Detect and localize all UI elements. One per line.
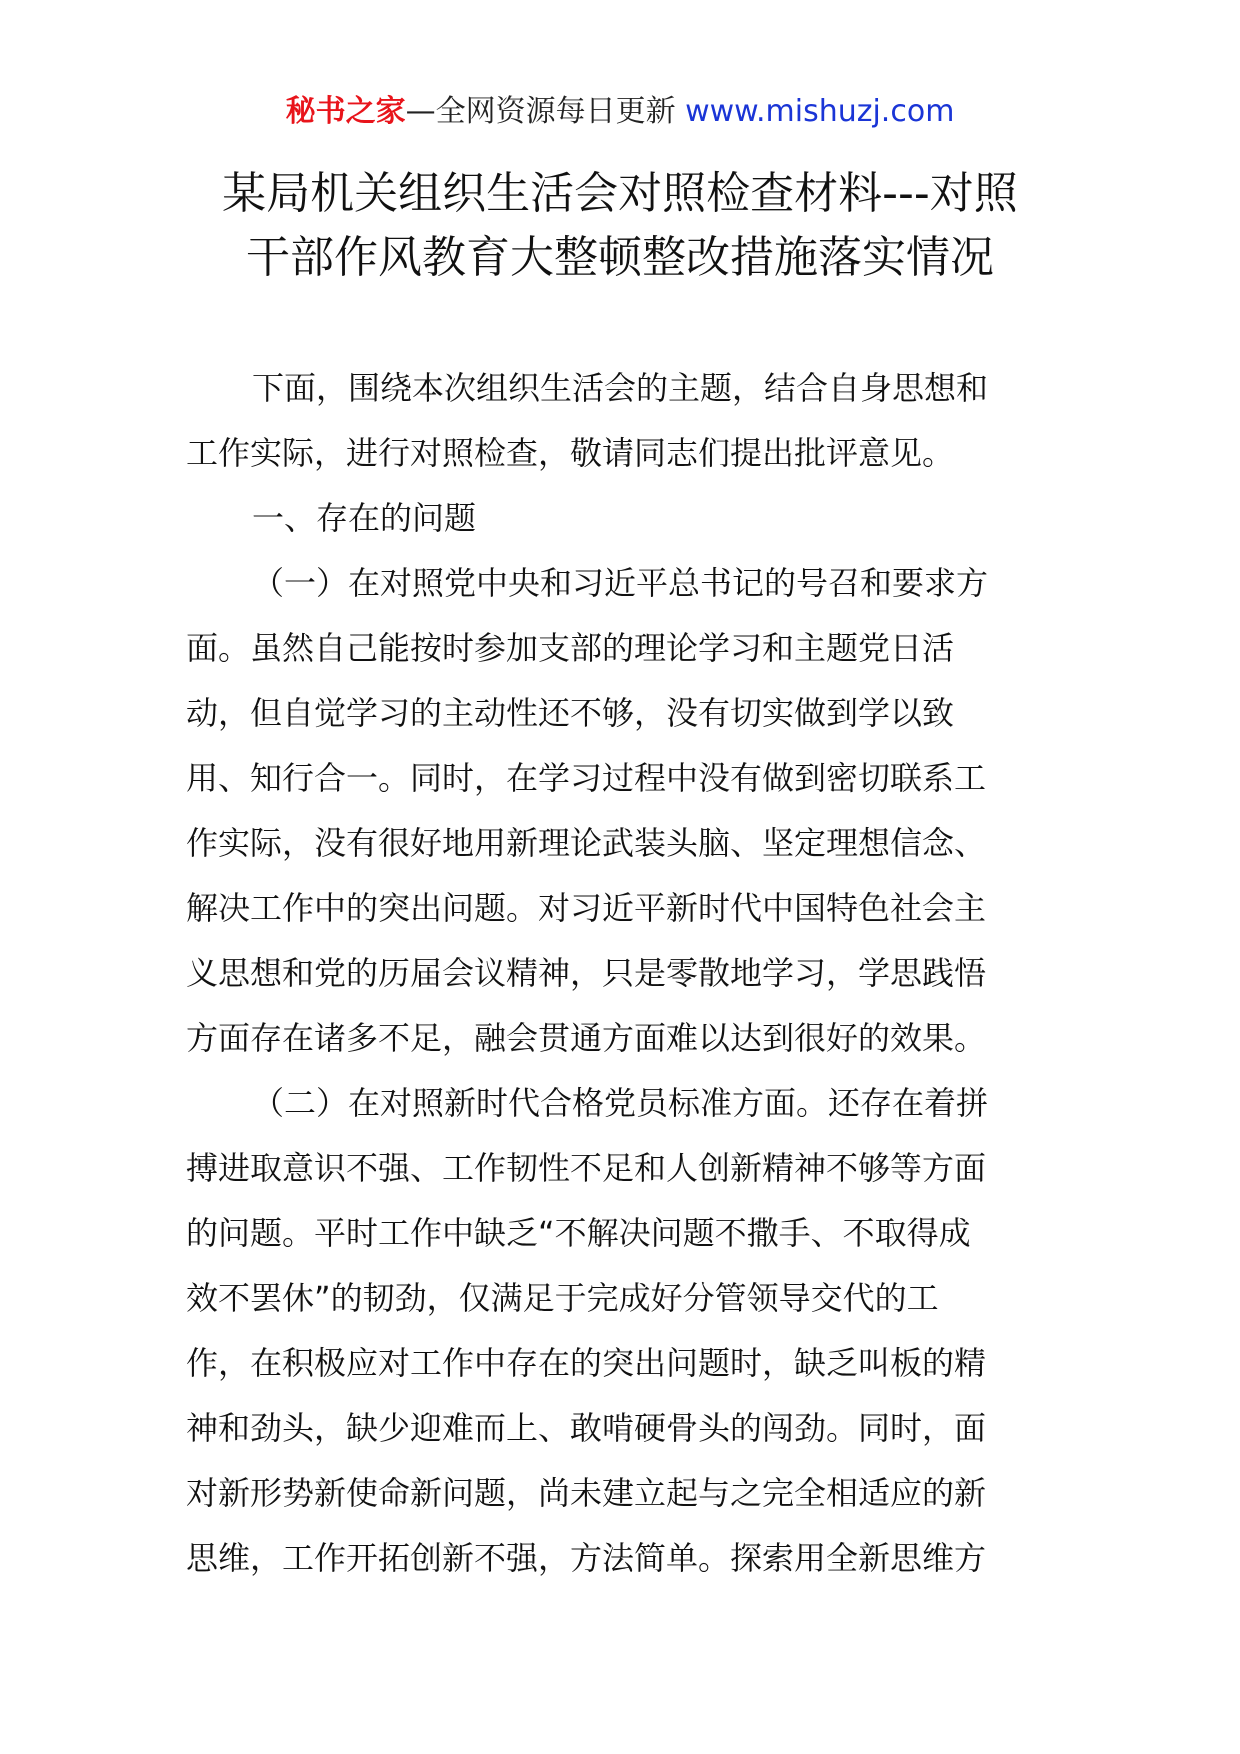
title-line: 某局机关组织生活会对照检查材料---对照	[222, 168, 1018, 219]
paragraph-line: 用、知行合一。同时，在学习过程中没有做到密切联系工	[186, 759, 987, 797]
brand-name: 秘书之家	[285, 94, 406, 129]
paragraph-line: 作，在积极应对工作中存在的突出问题时，缺乏叫板的精	[186, 1344, 987, 1382]
paragraph-line: （一）在对照党中央和习近平总书记的号召和要求方	[252, 564, 989, 602]
paragraph-line: 搏进取意识不强、工作韧性不足和人创新精神不够等方面	[186, 1149, 987, 1187]
site-url-link[interactable]: www.mishuzj.com	[675, 94, 955, 129]
document-title	[100, 162, 1140, 290]
paragraph-line: 思维，工作开拓创新不强，方法简单。探索用全新思维方	[186, 1539, 987, 1577]
paragraph-line: 解决工作中的突出问题。对习近平新时代中国特色社会主	[186, 889, 987, 927]
paragraph-line: 义思想和党的历届会议精神，只是零散地学习，学思践悟	[186, 954, 987, 992]
paragraph-line: 工作实际，进行对照检查，敬请同志们提出批评意见。	[186, 434, 955, 472]
paragraph-line: 对新形势新使命新问题，尚未建立起与之完全相适应的新	[186, 1474, 987, 1512]
paragraph-line: 作实际，没有很好地用新理论武装头脑、坚定理想信念、	[186, 824, 987, 862]
header-tagline: —全网资源每日更新	[405, 94, 676, 129]
paragraph-line: 动，但自觉学习的主动性还不够，没有切实做到学以致	[186, 694, 955, 732]
title-line: 干部作风教育大整顿整改措施落实情况	[246, 232, 994, 283]
section-heading: 一、存在的问题	[252, 499, 477, 537]
document-body	[186, 356, 1058, 1591]
paragraph-line: 神和劲头，缺少迎难而上、敢啃硬骨头的闯劲。同时，面	[186, 1409, 987, 1447]
paragraph-line: 效不罢休”的韧劲，仅满足于完成好分管领导交代的工	[186, 1279, 939, 1317]
site-header	[0, 92, 1240, 132]
paragraph-line: （二）在对照新时代合格党员标准方面。还存在着拼	[252, 1084, 989, 1122]
paragraph-line: 下面，围绕本次组织生活会的主题，结合自身思想和	[252, 369, 989, 407]
paragraph-line: 的问题。平时工作中缺乏“不解决问题不撒手、不取得成	[186, 1214, 971, 1252]
paragraph-line: 面。虽然自己能按时参加支部的理论学习和主题党日活	[186, 629, 955, 667]
paragraph-line: 方面存在诸多不足，融会贯通方面难以达到很好的效果。	[186, 1019, 987, 1057]
